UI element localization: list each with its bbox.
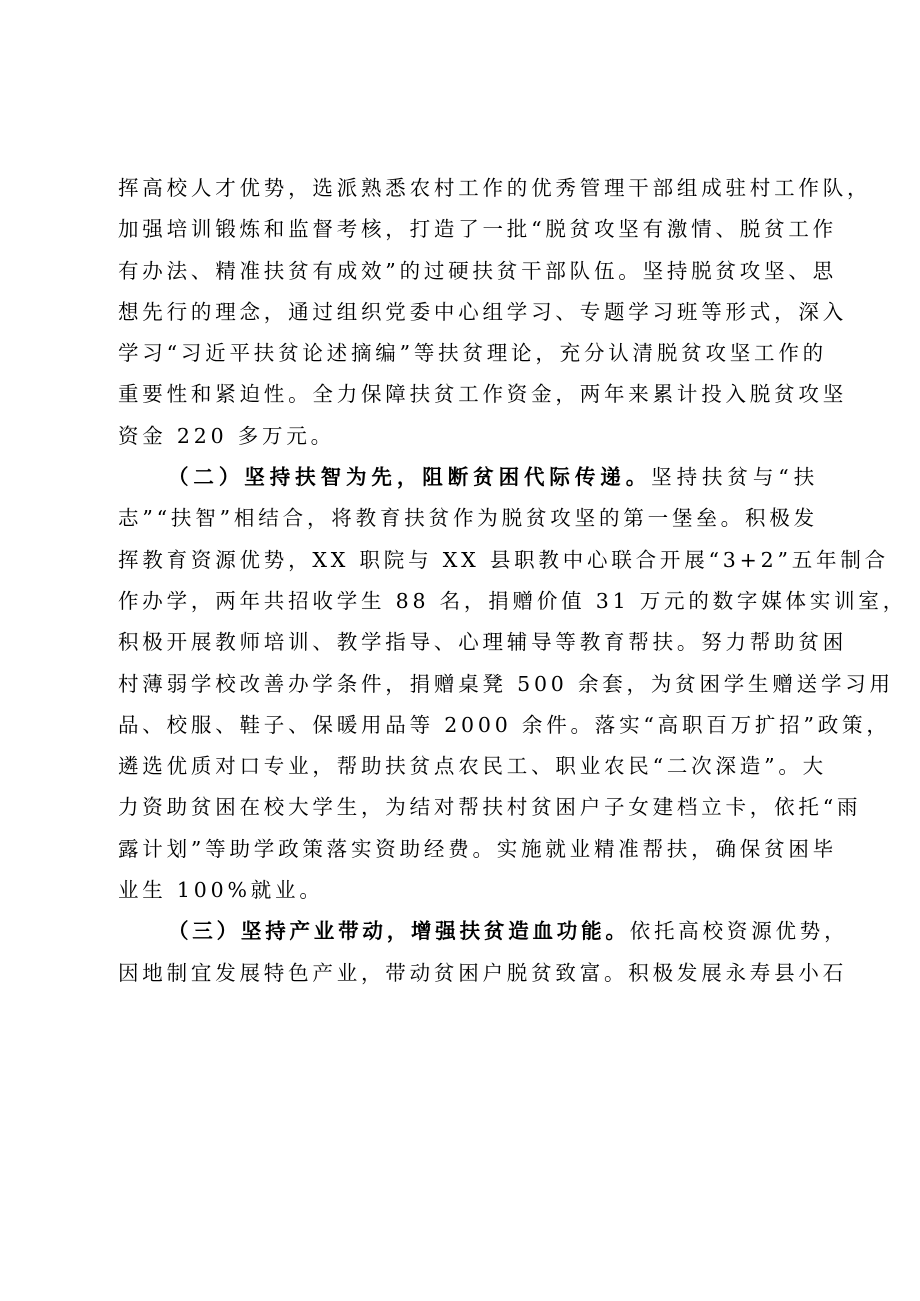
text-line: 力资助贫困在校大学生，为结对帮扶村贫困户子女建档立卡，依托“雨 [118,795,862,820]
text-span: 依托高校资源优势， [629,919,849,944]
section-heading-2: （二）坚持扶智为先，阻断贫困代际传递。 [168,465,652,490]
text-line: 遴选优质对口专业，帮助扶贫点农民工、职业农民“二次深造”。大 [118,754,827,779]
text-line: 挥教育资源优势，XX 职院与 XX 县职教中心联合开展“3+2”五年制合 [118,547,889,572]
text-line: 挥高校人才优势，选派熟悉农村工作的优秀管理干部组成驻村工作队， [118,176,872,200]
text-line: 加强培训锻炼和监督考核，打造了一批“脱贫攻坚有激情、脱贫工作 [118,217,837,242]
text-line: 想先行的理念，通过组织党委中心组学习、专题学习班等形式，深入 [118,299,847,324]
text-line: 村薄弱学校改善办学条件，捐赠桌凳 500 余套，为贫困学生赠送学习用 [118,671,894,696]
text-line-first [118,911,849,952]
paragraph-2 [118,457,908,911]
text-line: 学习“习近平扶贫论述摘编”等扶贫理论，充分认清脱贫攻坚工作的 [118,341,827,366]
text-line: 有办法、精准扶贫有成效”的过硬扶贫干部队伍。坚持脱贫攻坚、思 [118,258,837,283]
document-body [118,168,908,994]
text-line: 作办学，两年共招收学生 88 名，捐赠价值 31 万元的数字媒体实训室， [118,588,908,613]
text-line: 因地制宜发展特色产业，带动贫困户脱贫致富。积极发展永寿县小石 [118,960,847,985]
text-span: 坚持扶贫与“扶 [651,465,818,490]
text-line: 品、校服、鞋子、保暖用品等 2000 余件。落实“高职百万扩招”政策， [118,712,891,737]
text-line: 露计划”等助学政策落实资助经费。实施就业精准帮扶，确保贫困毕 [118,836,837,861]
paragraph-1 [118,168,872,457]
text-line: 积极开展教师培训、教学指导、心理辅导等教育帮扶。努力帮助贫困 [118,630,847,655]
text-line: 资金 220 多万元。 [118,423,335,448]
paragraph-3 [118,911,849,994]
text-line: 志”“扶智”相结合，将教育扶贫作为脱贫攻坚的第一堡垒。积极发 [118,506,818,531]
text-line: 业生 100%就业。 [118,878,324,903]
text-line: 重要性和紧迫性。全力保障扶贫工作资金，两年来累计投入脱贫攻坚 [118,382,847,407]
section-heading-3: （三）坚持产业带动，增强扶贫造血功能。 [168,919,630,944]
text-line-first [118,457,818,498]
